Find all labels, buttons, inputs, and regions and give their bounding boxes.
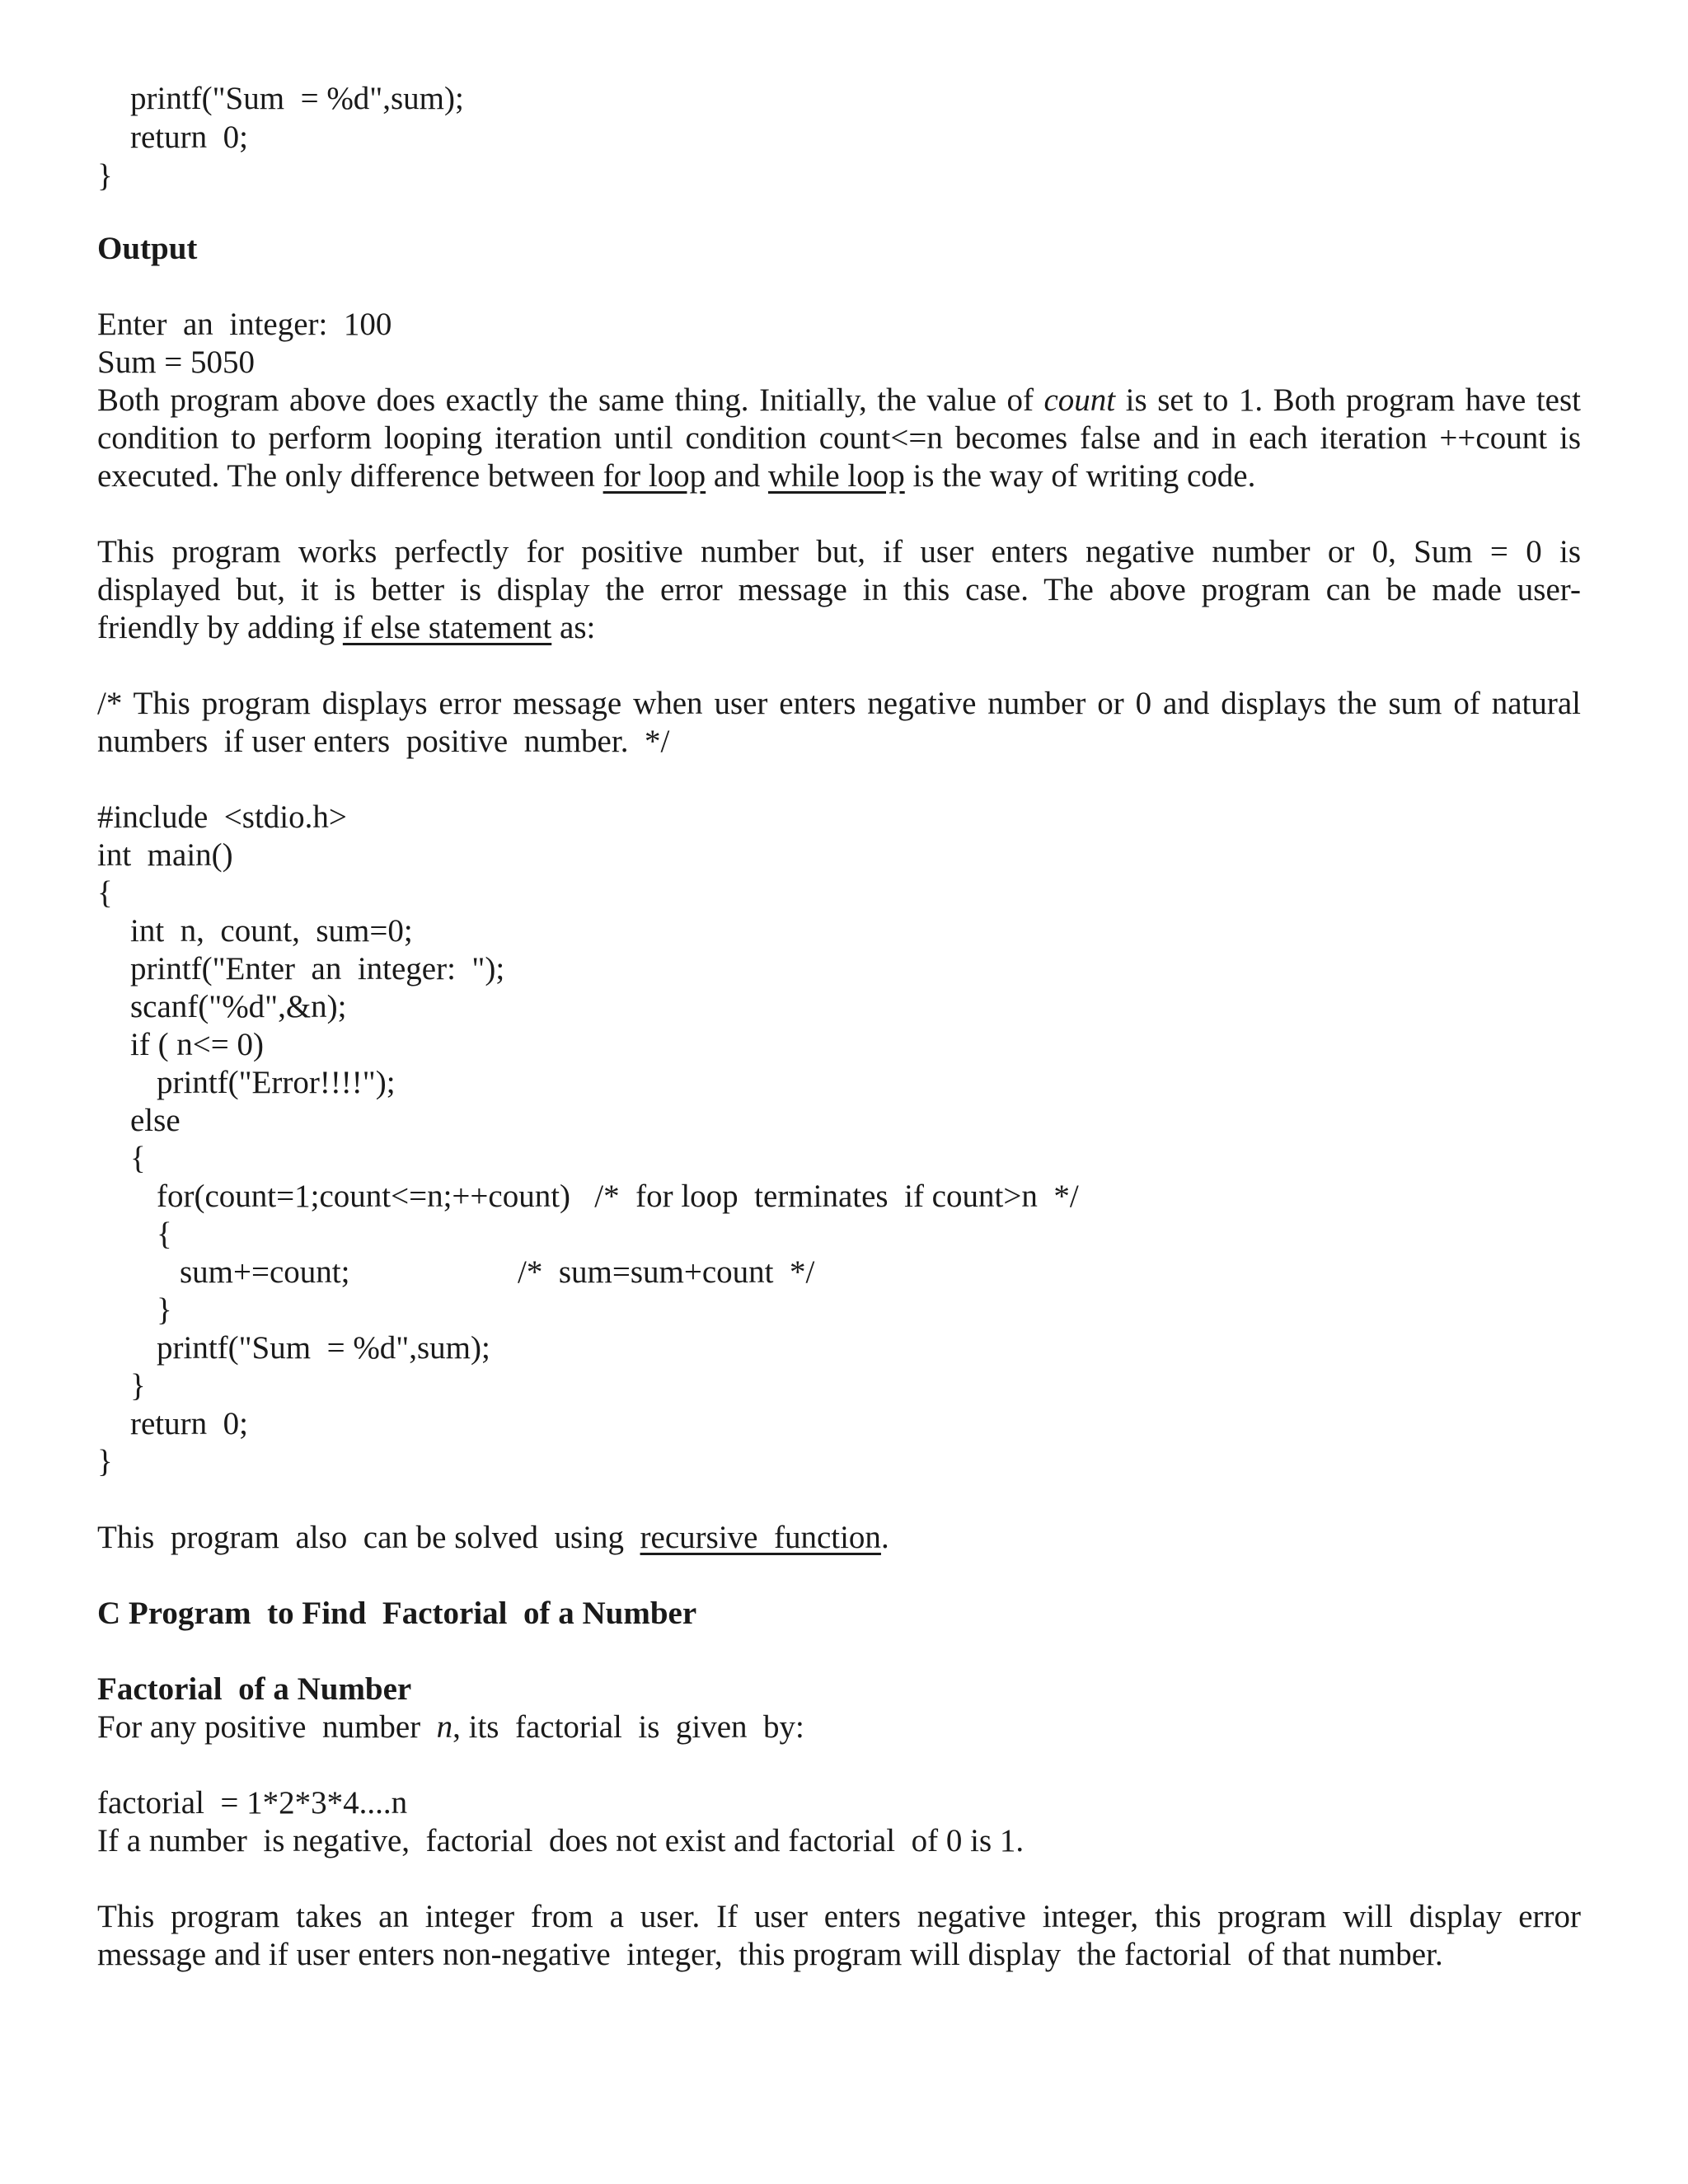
output-heading: Output	[97, 231, 198, 266]
code-line: printf("Error!!!!");	[157, 1065, 396, 1100]
code-line: {	[97, 875, 113, 911]
paragraph-line: Both program above does exactly the same thing. Initially, the value of count is set to 1. Both program have test	[97, 382, 1581, 418]
code-line: sum+=count;	[180, 1254, 350, 1290]
code-line: #include <stdio.h>	[97, 799, 347, 835]
paragraph-line: executed. The only difference between for loop and while loop is the way of writing code.	[97, 458, 1256, 494]
paragraph-line: This program also can be solved using recursive function.	[97, 1520, 889, 1555]
paragraph-line: This program takes an integer from a user. If user enters negative integer, this program will display error	[97, 1899, 1581, 1934]
paragraph-line: friendly by adding if else statement as:	[97, 610, 596, 645]
n-emphasis: n	[436, 1709, 453, 1745]
code-line: {	[157, 1216, 172, 1252]
code-line: if ( n<= 0)	[130, 1027, 265, 1062]
code-line: return 0;	[130, 1406, 248, 1441]
recursive-function-link[interactable]: recursive function	[640, 1520, 881, 1555]
if-else-statement-link[interactable]: if else statement	[342, 610, 552, 645]
comment-line: /* This program displays error message when user enters negative number or 0 and displays the sum of natural	[97, 686, 1581, 721]
code-line: scanf("%d",&n);	[130, 989, 347, 1024]
paragraph-line: This program works perfectly for positive number but, if user enters negative number or 0, Sum = 0 is	[97, 534, 1581, 569]
comment-line: numbers if user enters positive number. */	[97, 724, 670, 759]
code-line: return 0;	[130, 120, 248, 155]
paragraph-line: displayed but, it is better is display the error message in this case. The above program can be made user-	[97, 572, 1581, 607]
code-line: }	[97, 1444, 113, 1479]
output-line: Sum = 5050	[97, 344, 256, 380]
paragraph-line: message and if user enters non-negative integer, this program will display the factorial of that number.	[97, 1937, 1443, 1972]
code-line: }	[97, 158, 113, 194]
code-line: }	[157, 1292, 172, 1328]
code-line: printf("Sum = %d",sum);	[157, 1330, 490, 1366]
paragraph-line: condition to perform looping iteration until condition count<=n becomes false and in each iteration ++count is	[97, 420, 1581, 456]
code-line: for(count=1;count<=n;++count) /* for loop terminates if count>n */	[157, 1179, 1079, 1214]
for-loop-link[interactable]: for loop	[603, 458, 706, 494]
formula-line: factorial = 1*2*3*4....n	[97, 1785, 408, 1821]
code-line: printf("Sum = %d",sum);	[130, 81, 464, 116]
while-loop-link[interactable]: while loop	[767, 458, 905, 494]
code-line: {	[130, 1141, 146, 1176]
paragraph-line: If a number is negative, factorial does not exist and factorial of 0 is 1.	[97, 1823, 1025, 1858]
code-line: else	[130, 1103, 181, 1138]
subheading: Factorial of a Number	[97, 1671, 412, 1707]
output-line: Enter an integer: 100	[97, 307, 392, 342]
count-emphasis: count	[1043, 382, 1116, 418]
code-line: int n, count, sum=0;	[130, 913, 413, 949]
code-line: int main()	[97, 837, 233, 873]
code-comment: /* sum=sum+count */	[518, 1254, 815, 1290]
paragraph-line: For any positive number n, its factorial is given by:	[97, 1709, 804, 1745]
code-line: printf("Enter an integer: ");	[130, 951, 505, 987]
code-line: }	[130, 1368, 146, 1404]
section-heading: C Program to Find Factorial of a Number	[97, 1596, 697, 1631]
